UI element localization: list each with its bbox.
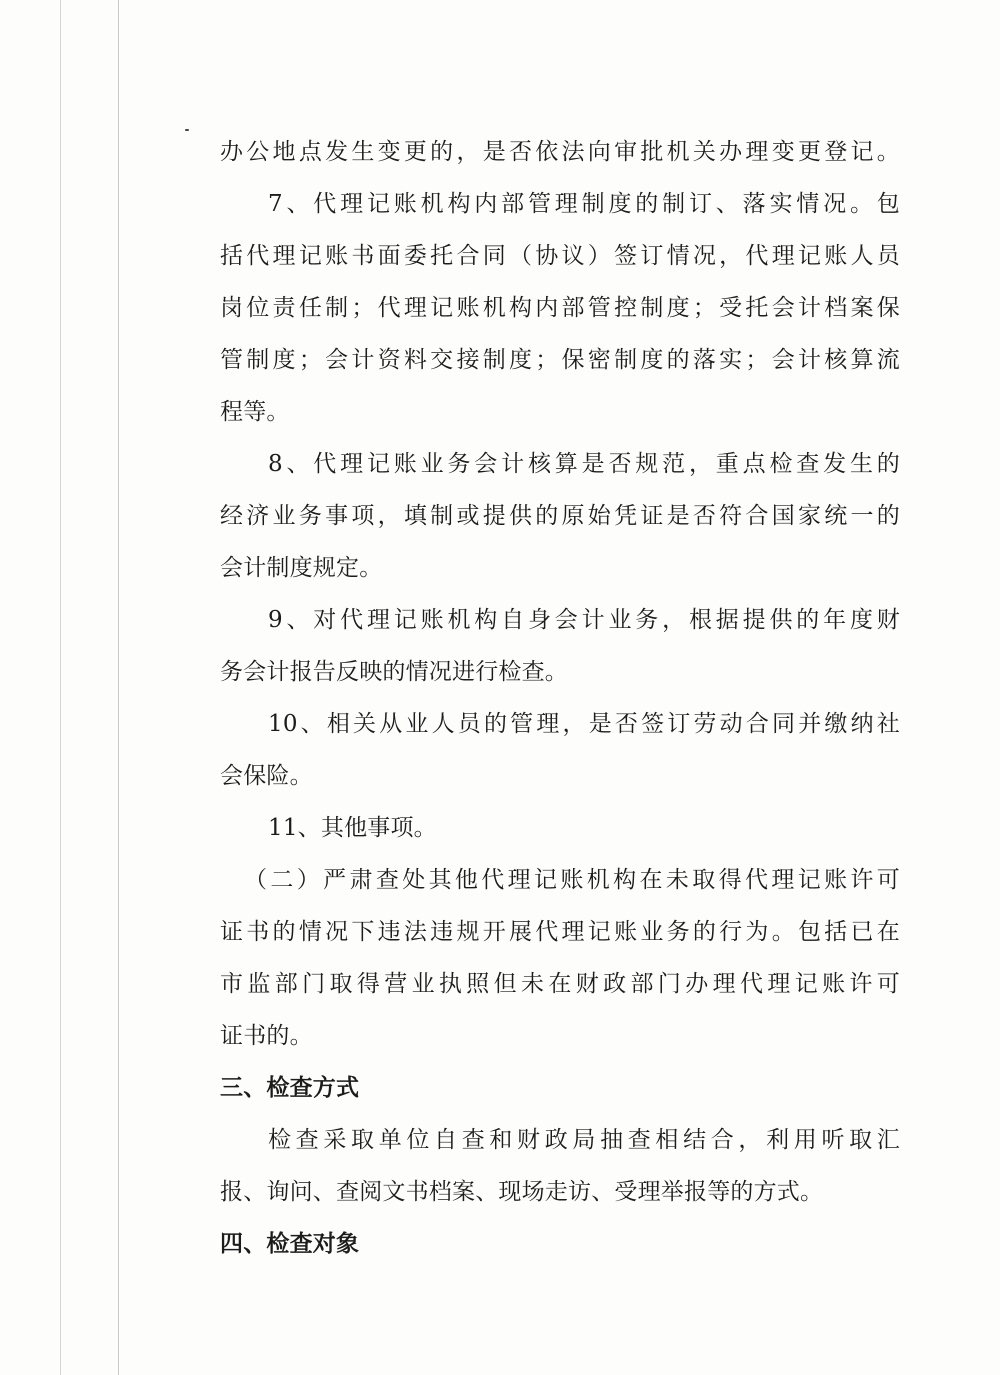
section-heading: 四、检查对象: [220, 1231, 360, 1257]
text-line: 会计制度规定。: [220, 555, 383, 581]
document-body: [220, 126, 900, 1270]
text-line: 程等。: [220, 399, 290, 425]
text-line: 9、对代理记账机构自身会计业务，根据提供的年度财: [268, 607, 900, 633]
text-line: 报、询问、查阅文书档案、现场走访、受理举报等的方式。: [220, 1179, 824, 1205]
margin-line: [118, 0, 119, 1375]
text-line: 会保险。: [220, 763, 313, 789]
text-line: 管制度；会计资料交接制度；保密制度的落实；会计核算流: [220, 347, 900, 373]
text-line: 检查采取单位自查和财政局抽查相结合，利用听取汇: [268, 1127, 900, 1153]
scan-speck: [185, 129, 189, 131]
text-line: 务会计报告反映的情况进行检查。: [220, 659, 568, 685]
text-line: 11、其他事项。: [268, 815, 437, 841]
text-line: 办公地点发生变更的，是否依法向审批机关办理变更登记。: [220, 139, 900, 165]
text-line: 7、代理记账机构内部管理制度的制订、落实情况。包: [268, 191, 900, 217]
text-line: 证书的。: [220, 1023, 313, 1049]
text-line: 市监部门取得营业执照但未在财政部门办理代理记账许可: [220, 971, 900, 997]
text-line: 证书的情况下违法违规开展代理记账业务的行为。包括已在: [220, 919, 900, 945]
text-line: 经济业务事项，填制或提供的原始凭证是否符合国家统一的: [220, 503, 900, 529]
text-line: 10、相关从业人员的管理，是否签订劳动合同并缴纳社: [268, 711, 900, 737]
text-line: 岗位责任制；代理记账机构内部管控制度；受托会计档案保: [220, 295, 900, 321]
binding-line: [60, 0, 61, 1375]
section-heading: 三、检查方式: [220, 1075, 360, 1101]
text-line: 8、代理记账业务会计核算是否规范，重点检查发生的: [268, 451, 900, 477]
text-line: 括代理记账书面委托合同（协议）签订情况，代理记账人员: [220, 243, 900, 269]
text-line: （二）严肃查处其他代理记账机构在未取得代理记账许可: [244, 867, 900, 893]
